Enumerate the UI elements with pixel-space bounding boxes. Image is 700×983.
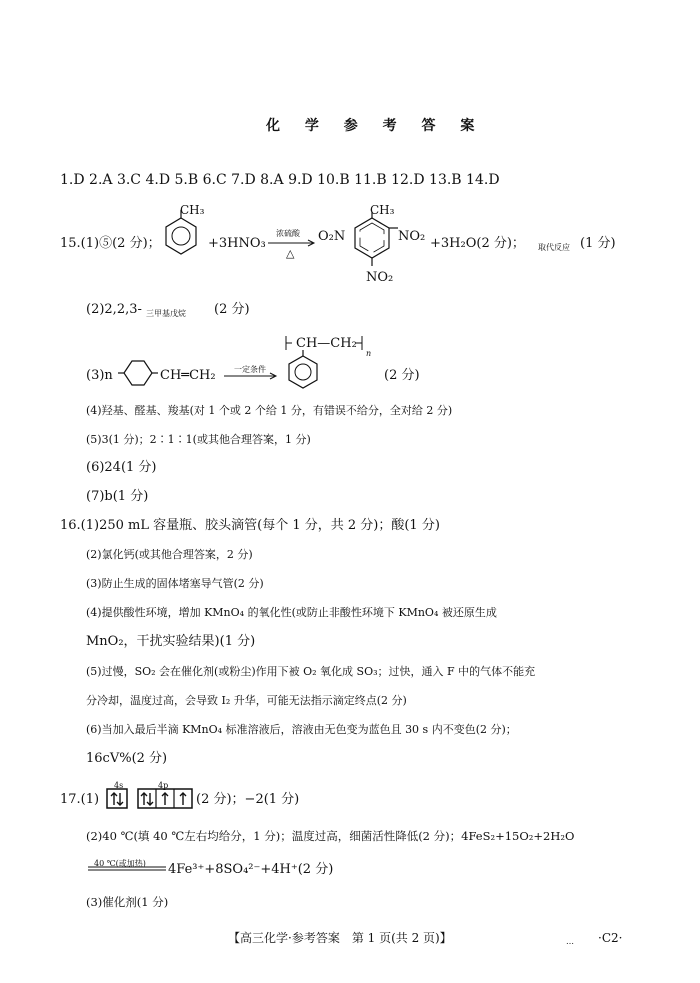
q17-2b: 4Fe³⁺+8SO₄²⁻+4H⁺(2 分) (168, 862, 334, 877)
reaction-type: 取代反应 (538, 243, 570, 252)
reaction-arrow-2 (224, 373, 278, 379)
arrow-bottom-label: △ (286, 247, 295, 260)
q17-3: (3)催化剂(1 分) (86, 895, 169, 909)
q15-1-score: (1 分) (580, 236, 616, 251)
polymer-n: n (366, 349, 372, 358)
arrow-condition: 一定条件 (234, 365, 266, 374)
styrene-vinyl: CH═CH₂ (160, 368, 216, 383)
q16-3: (3)防止生成的固体堵塞导气管(2 分) (86, 577, 264, 590)
q15-4: (4)羟基、醛基、羧基(对 1 个或 2 个给 1 分，有错误不给分，全对给 2 分) (86, 404, 453, 417)
q15-5: (5)3(1 分)；2∶1∶1(或其他合理答案，1 分) (86, 433, 311, 446)
water-product: +3H₂O(2 分)； (430, 236, 525, 251)
q16-6a: (6)当加入最后半滴 KMnO₄ 标准溶液后，溶液由无色变为蓝色且 30 s 内不变色(2 分)； (86, 723, 517, 736)
footer-center: 【高三化学·参考答案 第 1 页(共 2 页)】 (228, 931, 452, 945)
q17-1-suffix: (2 分)；−2(1 分) (196, 792, 300, 807)
q15-2-prefix: (2)2,2,3- (86, 302, 142, 317)
product-ch3: CH₃ (370, 203, 395, 217)
q16-4b: MnO₂，干扰实验结果)(1 分) (86, 634, 256, 649)
equals-sign (88, 866, 168, 872)
q16-1: 16.(1)250 mL 容量瓶、胶头滴管(每个 1 分，共 2 分)；酸(1 分) (60, 518, 440, 533)
tnt-ring (352, 216, 392, 262)
polymer-ring (286, 354, 320, 390)
styrene-ring (118, 358, 158, 388)
q16-5a: (5)过慢，SO₂ 会在催化剂(或粉尘)作用下被 O₂ 氧化成 SO₃；过快，通入 F 中的气体不能充 (86, 665, 536, 678)
o2n-group: O₂N (318, 229, 346, 244)
mc-answers: 1.D 2.A 3.C 4.D 5.B 6.C 7.D 8.A 9.D 10.B 11.B 12.D 13.B 14.D (60, 172, 500, 188)
polymer-chain: CH—CH₂ (296, 336, 357, 351)
q15-3-score: (2 分) (384, 368, 420, 383)
q17-1-prefix: 17.(1) (60, 792, 100, 807)
footer-dots: … (566, 937, 574, 946)
orbital-4p-label: 4p (158, 781, 169, 790)
q16-5b: 分冷却，温度过高，会导致 I₂ 升华，可能无法指示滴定终点(2 分) (86, 694, 407, 707)
no2-bottom: NO₂ (366, 270, 394, 285)
q15-3-prefix: (3)n (86, 368, 113, 383)
footer-code: ·C2· (598, 931, 623, 945)
arrow-top-label: 浓硫酸 (276, 229, 300, 238)
q15-6: (6)24(1 分) (86, 460, 157, 475)
q16-4a: (4)提供酸性环境，增加 KMnO₄ 的氧化性(或防止非酸性环境下 KMnO₄ 被还原生成 (86, 606, 497, 619)
q16-6b: 16cV%(2 分) (86, 751, 168, 766)
q17-2a: (2)40 ℃(填 40 ℃左右均给分，1 分)；温度过高，细菌活性降低(2 分)；4FeS₂+15O₂+2H₂O (86, 829, 575, 843)
orbital-4s-label: 4s (114, 781, 124, 790)
q15-7: (7)b(1 分) (86, 489, 149, 504)
q16-2: (2)氯化钙(或其他合理答案，2 分) (86, 548, 253, 561)
toluene-ring (164, 216, 198, 256)
q15-2-name: 三甲基戊烷 (146, 309, 186, 318)
toluene-ch3: CH₃ (180, 203, 205, 217)
condition-label: 40 ℃(或加热) (94, 859, 146, 868)
no2-right: NO₂ (398, 229, 426, 244)
orbital-diagram (106, 788, 196, 810)
page-title: 化 学 参 考 答 案 (266, 118, 485, 134)
q15-1-prefix: 15.(1)⑤(2 分)； (60, 236, 161, 251)
plus-hno3: +3HNO₃ (208, 236, 266, 251)
q15-2-score: (2 分) (214, 302, 250, 317)
